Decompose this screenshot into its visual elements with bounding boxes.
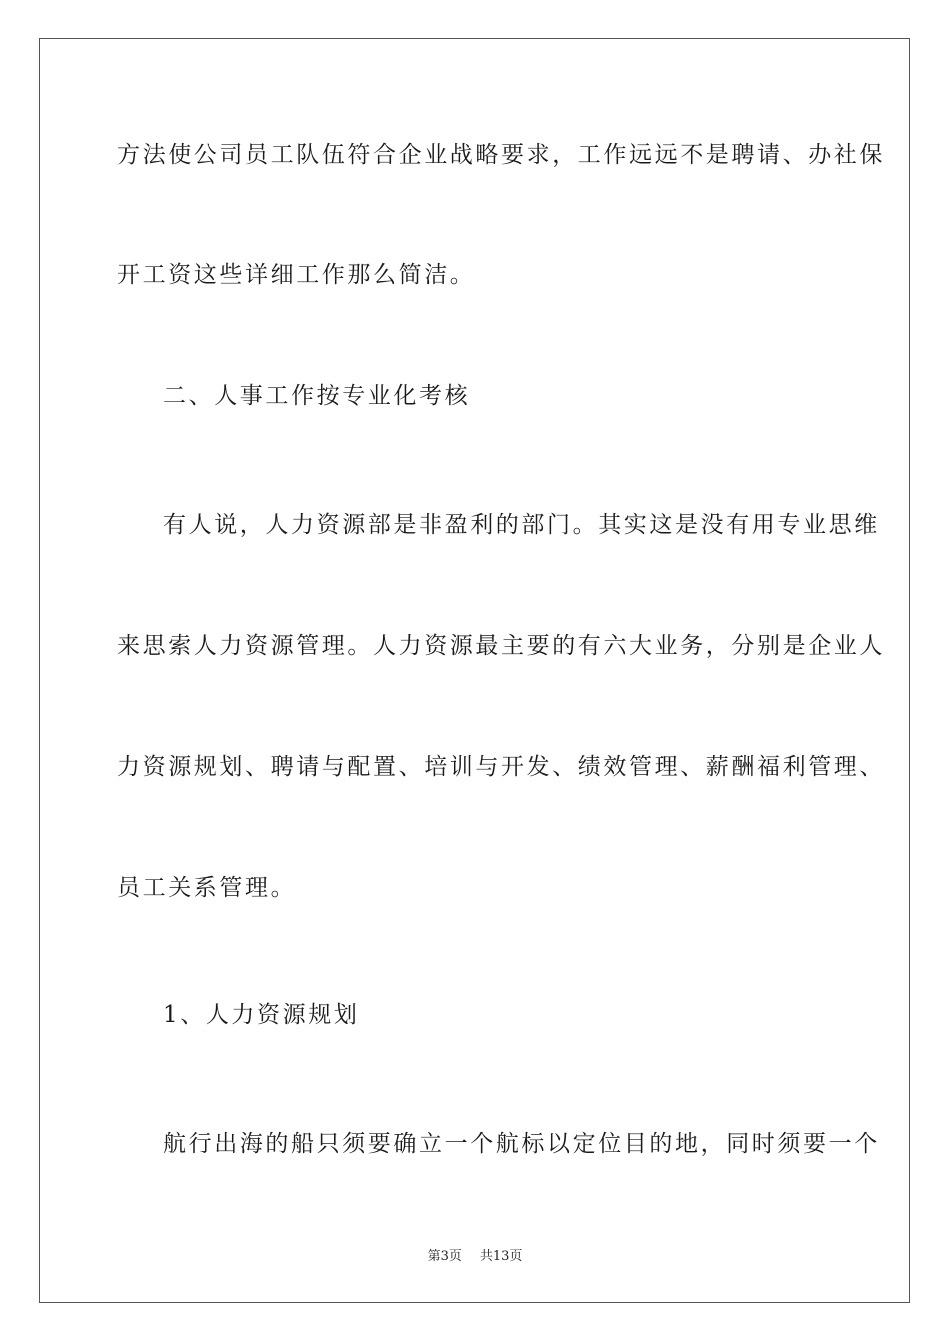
paragraph-line-6: 员工关系管理。 [117, 875, 297, 901]
paragraph-line-2: 开工资这些详细工作那么简洁。 [117, 262, 476, 288]
subsection-heading: 1、人力资源规划 [163, 1002, 360, 1028]
paragraph-line-5: 力资源规划、聘请与配置、培训与开发、绩效管理、薪酬福利管理、 [117, 754, 885, 780]
page-border [39, 38, 910, 1303]
paragraph-line-4: 来思索人力资源管理。人力资源最主要的有六大业务，分别是企业人 [117, 633, 885, 659]
section-heading: 二、人事工作按专业化考核 [163, 383, 471, 409]
page-footer [0, 1248, 950, 1266]
paragraph-line-1: 方法使公司员工队伍符合企业战略要求，工作远远不是聘请、办社保 [117, 142, 885, 168]
paragraph-line-3: 有人说，人力资源部是非盈利的部门。其实这是没有用专业思维 [163, 512, 880, 538]
page-number: 第3页 [427, 1249, 462, 1264]
paragraph-line-7: 航行出海的船只须要确立一个航标以定位目的地，同时须要一个 [163, 1131, 880, 1157]
page-total: 共13页 [479, 1249, 523, 1264]
